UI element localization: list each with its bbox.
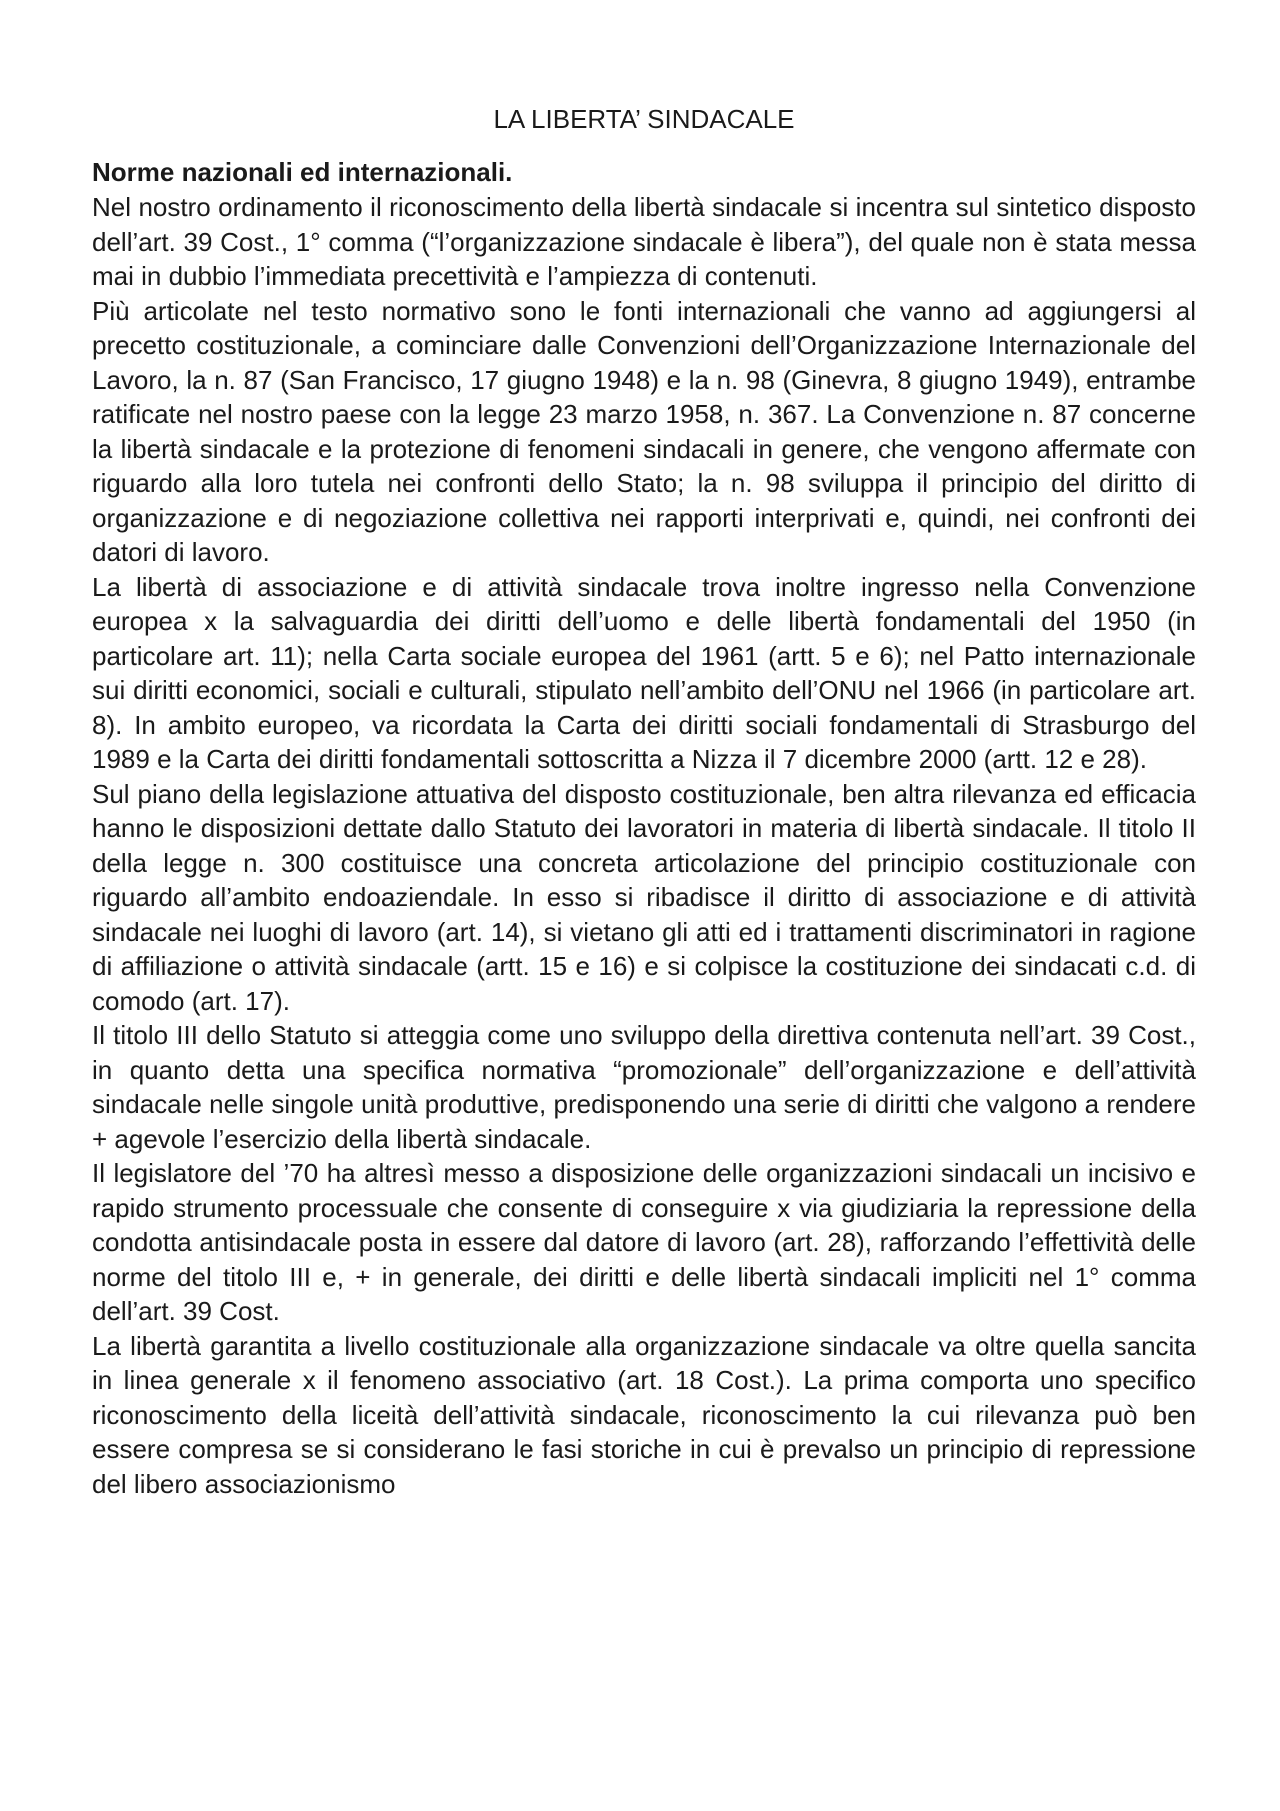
paragraph-2: Più articolate nel testo normativo sono le fonti internazionali che vanno ad aggiungersi al precetto costituzionale, a cominciare dalle Convenzioni dell’Organizzazione Internazionale del Lavoro, la n. 87 (San Francisco, 17 giugno 1948) e la n. 98 (Ginevra, 8 giugno 1949), entrambe ratificate nel nostro paese con la legge 23 marzo 1958, n. 367. La Convenzione n. 87 concerne la libertà sindacale e la protezione di fenomeni sindacali in genere, che vengono affermate con riguardo alla loro tutela nei confronti dello Stato; la n. 98 sviluppa il principio del diritto di organizzazione e di negoziazione collettiva nei rapporti interprivati e, quindi, nei confronti dei datori di lavoro. bbox=[92, 295, 1196, 567]
paragraph-5: Il titolo III dello Statuto si atteggia come uno sviluppo della direttiva contenuta nell’art. 39 Cost., in quanto detta una specifica normativa “promozionale” dell’organizzazione e dell’attività sindacale nelle singole unità produttive, predisponendo una serie di diritti che valgono a rendere + agevole l’esercizio della libertà sindacale. bbox=[92, 1020, 1196, 1154]
section-heading: Norme nazionali ed internazionali. bbox=[92, 157, 513, 187]
paragraph-3: La libertà di associazione e di attività sindacale trova inoltre ingresso nella Convenzione europea x la salvaguardia dei diritti dell’uomo e delle libertà fondamentali del 1950 (in particolare art. 11); nella Carta sociale europea del 1961 (artt. 5 e 6); nel Patto internazionale sui diritti economici, sociali e culturali, stipulato nell’ambito dell’ONU nel 1966 (in particolare art. 8). In ambito europeo, va ricordata la Carta dei diritti sociali fondamentali di Strasburgo del 1989 e la Carta dei diritti fondamentali sottoscritta a Nizza il 7 dicembre 2000 (artt. 12 e 28). bbox=[92, 571, 1196, 774]
document-page bbox=[92, 102, 1196, 1501]
paragraph-7: La libertà garantita a livello costituzionale alla organizzazione sindacale va oltre quella sancita in linea generale x il fenomeno associativo (art. 18 Cost.). La prima comporta uno specifico riconoscimento della liceità dell’attività sindacale, riconoscimento la cui rilevanza può ben essere compresa se si considerano le fasi storiche in cui è prevalso un principio di repressione del libero associazionismo bbox=[92, 1330, 1196, 1499]
document-title: LA LIBERTA’ SINDACALE bbox=[493, 104, 795, 134]
paragraph-1: Nel nostro ordinamento il riconoscimento della libertà sindacale si incentra sul sintetico disposto dell’art. 39 Cost., 1° comma (“l’organizzazione sindacale è libera”), del quale non è stata messa mai in dubbio l’immediata precettività e l’ampiezza di contenuti. bbox=[92, 192, 1196, 291]
paragraph-4: Sul piano della legislazione attuativa del disposto costituzionale, ben altra rilevanza ed efficacia hanno le disposizioni dettate dallo Statuto dei lavoratori in materia di libertà sindacale. Il titolo II della legge n. 300 costituisce una concreta articolazione del principio costituzionale con riguardo all’ambito endoaziendale. In esso si ribadisce il diritto di associazione e di attività sindacale nei luoghi di lavoro (art. 14), si vietano gli atti ed i trattamenti discriminatori in ragione di affiliazione o attività sindacale (artt. 15 e 16) e si colpisce la costituzione dei sindacati c.d. di comodo (art. 17). bbox=[92, 778, 1196, 1016]
paragraph-6: Il legislatore del ’70 ha altresì messo a disposizione delle organizzazioni sindacali un incisivo e rapido strumento processuale che consente di conseguire x via giudiziaria la repressione della condotta antisindacale posta in essere dal datore di lavoro (art. 28), rafforzando l’effettività delle norme del titolo III e, + in generale, dei diritti e delle libertà sindacali impliciti nel 1° comma dell’art. 39 Cost. bbox=[92, 1158, 1196, 1326]
